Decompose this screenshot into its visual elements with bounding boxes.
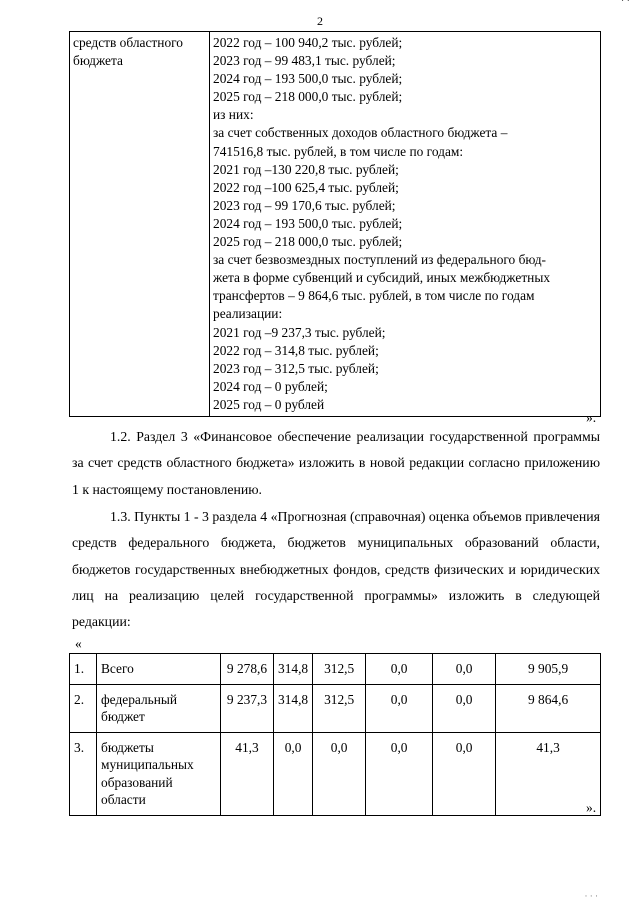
funding-line: 2025 год – 218 000,0 тыс. рублей;	[213, 89, 403, 105]
value-cell: 0,0	[366, 654, 433, 685]
funding-table-row	[70, 32, 601, 417]
value-cell: 41,3	[221, 732, 274, 815]
funding-line: 741516,8 тыс. рублей, в том числе по годам:	[213, 143, 464, 159]
funding-line: трансфертов – 9 864,6 тыс. рублей, в том числе по годам	[213, 288, 535, 304]
funding-line: 2021 год –9 237,3 тыс. рублей;	[213, 324, 386, 340]
row-name: бюджеты муниципальных образований области	[97, 732, 221, 815]
funding-line: 2023 год – 99 170,6 тыс. рублей;	[213, 197, 396, 213]
row-number: 3.	[70, 732, 97, 815]
value-cell: 9 237,3	[221, 684, 274, 732]
table-row	[70, 684, 601, 732]
funding-line: 2025 год – 218 000,0 тыс. рублей;	[213, 234, 403, 250]
funding-line: 2022 год – 314,8 тыс. рублей;	[213, 342, 379, 358]
total-cell: 41,3	[496, 732, 601, 815]
value-cell: 0,0	[433, 732, 496, 815]
funding-line: 2024 год – 193 500,0 тыс. рублей;	[213, 215, 403, 231]
value-cell: 314,8	[274, 654, 313, 685]
open-quote: «	[75, 636, 82, 651]
row-number: 2.	[70, 684, 97, 732]
funding-line: за счет собственных доходов областного бюджета –	[213, 125, 508, 141]
funding-line: 2023 год – 312,5 тыс. рублей;	[213, 360, 379, 376]
funding-line: 2022 год –100 625,4 тыс. рублей;	[213, 179, 399, 195]
row-name: Всего	[97, 654, 221, 685]
value-cell: 0,0	[313, 732, 366, 815]
paragraph-1-2: 1.2. Раздел 3 «Финансовое обеспечение реализации государственной программы за счет средств областного бюджета» изложить в новой редакции согласно приложению 1 к настоящему постановлению.	[72, 429, 600, 497]
value-cell: 0,0	[366, 732, 433, 815]
value-cell: 312,5	[313, 654, 366, 685]
table-row	[70, 654, 601, 685]
corner-mark: · ·	[620, 0, 630, 7]
paragraph-1-3: 1.3. Пункты 1 - 3 раздела 4 «Прогнозная (справочная) оценка объемов привлечения средств федерального бюджета, бюджетов муниципальных образований области, бюджетов государственных внебюджетных фондов, средств физических и юридических лиц на реализацию целей государственной программы» изложить в следующей редакции:	[72, 509, 600, 630]
funding-table	[69, 31, 601, 417]
funding-line: 2023 год – 99 483,1 тыс. рублей;	[213, 53, 396, 69]
table-row	[70, 732, 601, 815]
value-cell: 314,8	[274, 684, 313, 732]
funding-line: реализации:	[213, 306, 283, 322]
funding-line: жета в форме субвенций и субсидий, иных межбюджетных	[213, 270, 551, 286]
value-cell: 0,0	[433, 654, 496, 685]
bottom-corner-mark: · · ·	[584, 891, 598, 901]
row-name: федеральный бюджет	[97, 684, 221, 732]
value-cell: 9 278,6	[221, 654, 274, 685]
total-cell: 9 864,6	[496, 684, 601, 732]
forecast-table	[69, 653, 601, 816]
value-cell: 0,0	[274, 732, 313, 815]
funding-line: 2021 год –130 220,8 тыс. рублей;	[213, 161, 399, 177]
value-cell: 312,5	[313, 684, 366, 732]
funding-line: 2024 год – 0 рублей;	[213, 378, 328, 394]
funding-line: из них:	[213, 107, 254, 123]
value-cell: 0,0	[433, 684, 496, 732]
funding-line: за счет безвозмездных поступлений из федерального бюд-	[213, 252, 547, 268]
page-number: 2	[317, 14, 323, 28]
funding-lines	[210, 32, 601, 417]
row-number: 1.	[70, 654, 97, 685]
funding-line: 2022 год – 100 940,2 тыс. рублей;	[213, 35, 403, 50]
funding-line: 2025 год – 0 рублей	[213, 396, 325, 412]
final-close-quote: ».	[586, 800, 597, 815]
total-cell: 9 905,9	[496, 654, 601, 685]
funding-line: 2024 год – 193 500,0 тыс. рублей;	[213, 71, 403, 87]
close-quote: ».	[586, 410, 597, 425]
value-cell: 0,0	[366, 684, 433, 732]
funding-label: средств областного бюджета	[70, 32, 210, 417]
